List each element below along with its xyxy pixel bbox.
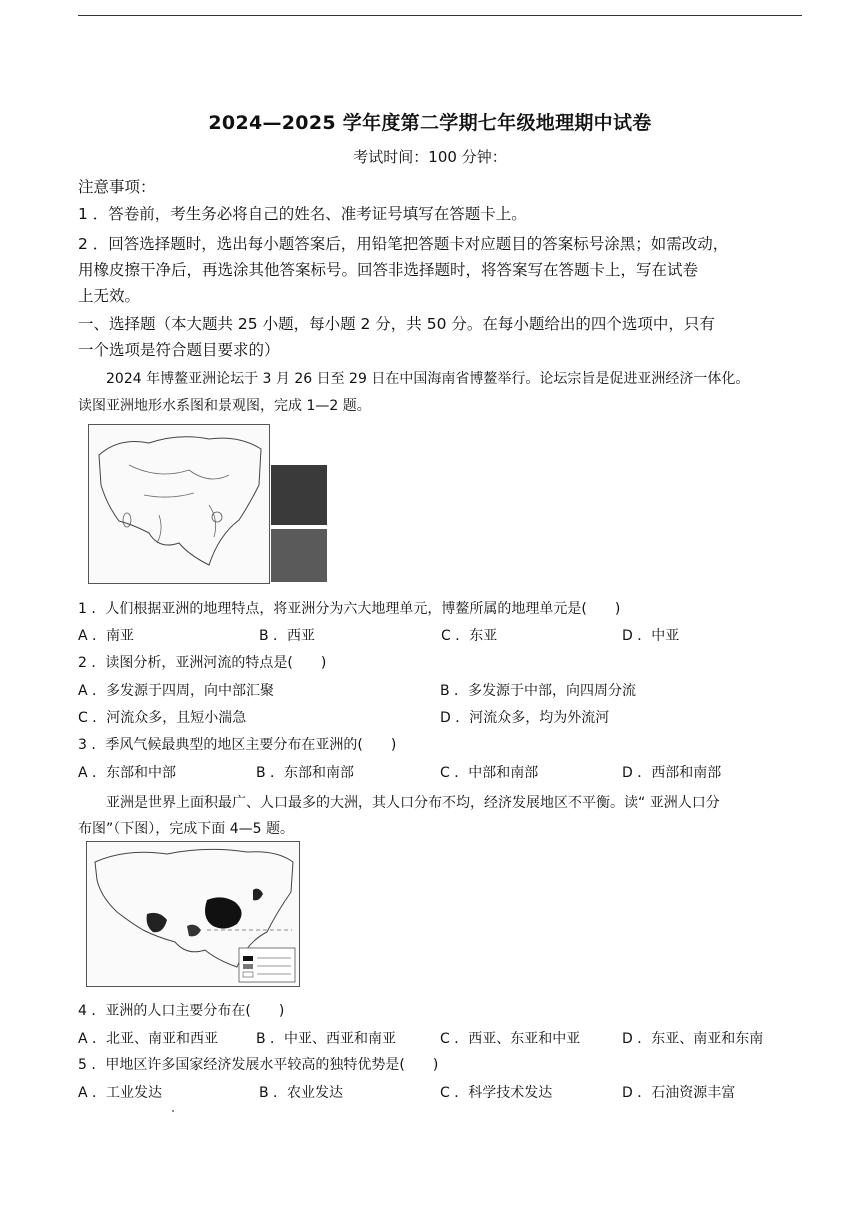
q1-option-b: B ．西亚 — [259, 628, 316, 644]
scan-speck — [172, 1110, 174, 1112]
q4-option-b: B ．中亚、西亚和南亚 — [256, 1031, 397, 1047]
note-item-2-line1: 2 ．回答选择题时，选出每小题答案后，用铅笔把答题卡对应题目的答案标号涂黑；如需改动， — [78, 235, 729, 253]
asia-population-map — [86, 841, 300, 987]
exam-time: 考试时间：100 分钟： — [353, 148, 507, 166]
section-heading-line1: 一、选择题（本大题共 25 小题，每小题 2 分，共 50 分。在每小题给出的四个选项中，只有 — [78, 315, 715, 333]
exam-title: 2024—2025 学年度第二学期七年级地理期中试卷 — [208, 112, 652, 134]
passage1-line1: 2024 年博鳌亚洲论坛于 3 月 26 日至 29 日在中国海南省博鳌举行。论坛宗旨是促进亚洲经济一体化。 — [106, 371, 750, 387]
q5-option-c: C ．科学技术发达 — [440, 1085, 553, 1101]
notes-heading: 注意事项： — [78, 178, 156, 196]
q2-option-c: C ．河流众多，且短小湍急 — [78, 710, 247, 726]
q1-option-a: A ．南亚 — [78, 628, 135, 644]
q1-option-d: D ．中亚 — [622, 628, 680, 644]
landscape-photo-2 — [271, 529, 327, 582]
landscape-photo-1 — [271, 465, 327, 525]
note-item-2-line2: 用橡皮擦干净后，再选涂其他答案标号。回答非选择题时，将答案写在答题卡上，写在试卷 — [78, 261, 699, 279]
asia-terrain-map-drawing — [89, 425, 269, 583]
passage2-line2: 布图”（下图），完成下面 4—5 题。 — [78, 821, 294, 837]
q4-option-c: C ．西亚、东亚和中亚 — [440, 1031, 581, 1047]
q3-option-a: A ．东部和中部 — [78, 765, 177, 781]
q5-option-a: A ．工业发达 — [78, 1085, 163, 1101]
passage2-line1: 亚洲是世界上面积最广、人口最多的大洲，其人口分布不均，经济发展地区不平衡。读“ 亚洲人口分 — [106, 795, 720, 811]
q2-option-d: D ．河流众多，均为外流河 — [440, 710, 610, 726]
q5-option-b: B ．农业发达 — [259, 1085, 344, 1101]
question-2-stem: 2 ．读图分析，亚洲河流的特点是( ) — [78, 655, 327, 671]
q3-option-d: D ．西部和南部 — [622, 765, 722, 781]
q3-option-c: C ．中部和南部 — [440, 765, 539, 781]
question-5-stem: 5 ．甲地区许多国家经济发展水平较高的独特优势是( ) — [78, 1057, 439, 1073]
passage1-line2: 读图亚洲地形水系图和景观图，完成 1—2 题。 — [78, 398, 371, 414]
question-3-stem: 3 ．季风气候最典型的地区主要分布在亚洲的( ) — [78, 737, 397, 753]
header-rule — [78, 15, 802, 16]
q5-option-d: D ．石油资源丰富 — [622, 1085, 736, 1101]
q2-option-b: B ．多发源于中部，向四周分流 — [440, 683, 637, 699]
q3-option-b: B ．东部和南部 — [256, 765, 355, 781]
question-1-stem: 1 ．人们根据亚洲的地理特点，将亚洲分为六大地理单元，博鳌所属的地理单元是( ) — [78, 601, 621, 617]
q4-option-a: A ．北亚、南亚和西亚 — [78, 1031, 219, 1047]
note-item-2-line3: 上无效。 — [78, 287, 141, 305]
q1-option-c: C ．东亚 — [441, 628, 498, 644]
note-item-1: 1 ．答卷前，考生务必将自己的姓名、准考证号填写在答题卡上。 — [78, 205, 527, 223]
q4-option-d: D ．东亚、南亚和东南 — [622, 1031, 764, 1047]
q2-option-a: A ．多发源于四周，向中部汇聚 — [78, 683, 275, 699]
asia-population-map-drawing — [87, 842, 299, 986]
question-4-stem: 4 ．亚洲的人口主要分布在( ) — [78, 1003, 285, 1019]
section-heading-line2: 一个选项是符合题目要求的） — [78, 341, 280, 359]
asia-terrain-map — [88, 424, 270, 584]
